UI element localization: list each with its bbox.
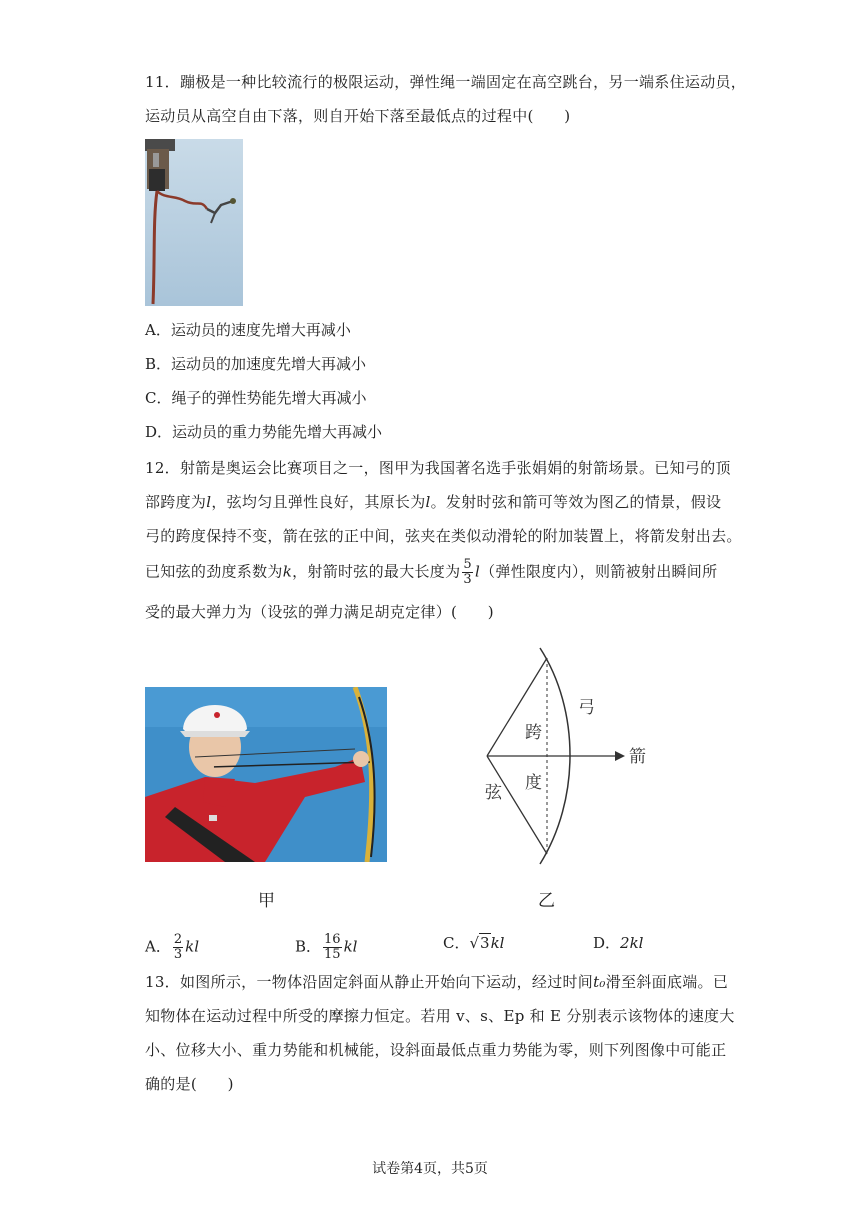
q11-stem-line1: 11．蹦极是一种比较流行的极限运动，弹性绳一端固定在高空跳台，另一端系住运动员， [145,73,747,91]
arrow-head [615,751,625,761]
q11-option-c[interactable]: C．绳子的弹性势能先增大再减小 [145,389,367,407]
q12-stem-line4: 已知弦的劲度系数为k，射箭时弦的最大长度为 $\frac{5}{3}$ l（弹性限度内），则箭被射出瞬间所 [145,557,718,587]
archer-photo [145,687,387,862]
q12-option-d[interactable]: D．2kl [593,934,644,952]
q12-stem-line3: 弓的跨度保持不变，箭在弦的正中间，弦夹在类似动滑轮的附加装置上，将箭发射出去。 [145,527,742,545]
caption-yi: 乙 [538,891,555,911]
label-span-1: 跨 [525,723,542,743]
q13-stem-line4: 确的是( ) [145,1075,234,1093]
page-footer: 试卷第4页，共5页 [372,1161,488,1177]
label-span-2: 度 [525,773,542,793]
bungee-photo [145,139,243,306]
q13-stem-line1: 13．如图所示，一物体沿固定斜面从静止开始向下运动，经过时间t₀滑至斜面底端。已 [145,973,729,991]
q12-option-c[interactable]: C．√3kl [443,934,505,952]
q11-option-a[interactable]: A．运动员的速度先增大再减小 [145,321,351,339]
q12-stem-line5: 受的最大弹力为（设弦的弹力满足胡克定律）( ) [145,603,494,621]
q12-stem-line1: 12．射箭是奥运会比赛项目之一，图甲为我国著名选手张娟娟的射箭场景。已知弓的顶 [145,459,731,477]
q12-stem-line2: 部跨度为l，弦均匀且弹性良好，其原长为l。发射时弦和箭可等效为图乙的情景，假设 [145,493,722,511]
label-bow: 弓 [578,698,595,718]
label-arrow: 箭 [629,747,646,767]
string-lower [487,756,547,854]
q12-option-b[interactable]: B． $\frac{16}{15}$ kl [295,932,358,962]
caption-jia: 甲 [258,891,275,911]
label-string: 弦 [485,783,502,803]
q13-stem-line2: 知物体在运动过程中所受的摩擦力恒定。若用 v、s、Ep 和 E 分别表示该物体的速度大 [145,1007,735,1025]
q11-stem-line2: 运动员从高空自由下落，则自开始下落至最低点的过程中( ) [145,107,571,125]
fraction-five-thirds: $\frac{5}{3}$ [463,557,472,587]
bow-diagram [475,640,660,870]
q13-stem-line3: 小、位移大小、重力势能和机械能，设斜面最低点重力势能为零，则下列图像中可能正 [145,1041,727,1059]
q12-option-a[interactable]: A． $\frac{2}{3}$ kl [145,932,200,962]
q11-option-b[interactable]: B．运动员的加速度先增大再减小 [145,355,367,373]
q11-option-d[interactable]: D．运动员的重力势能先增大再减小 [145,423,383,441]
